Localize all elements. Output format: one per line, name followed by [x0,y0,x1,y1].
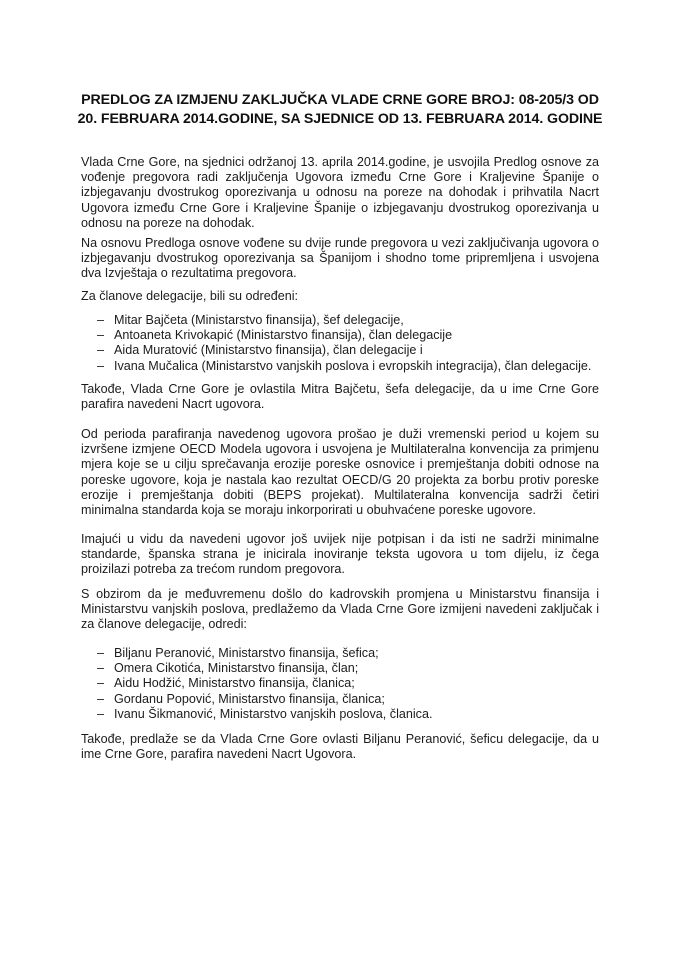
dash-bullet-icon: – [97,358,105,373]
list-item: – Ivanu Šikmanović, Ministarstvo vanjskih poslova, članica. [97,706,433,721]
paragraph-minimum-standards: Imajući u vidu da navedeni ugovor još uvijek nije potpisan i da isti ne sadrži minimalne standarde, španska strana je inicirala inoviranje teksta ugovora u tom dijelu, iz čega proizilazi potreba za trećom rundom pregovora. [81,532,599,577]
list-item: – Mitar Bajčeta (Ministarstvo finansija), šef delegacije, [97,313,404,327]
dash-bullet-icon: – [97,646,105,660]
dash-bullet-icon: – [97,328,105,343]
document-title [70,91,610,129]
paragraph-personnel-changes: S obzirom da je međuvremenu došlo do kadrovskih promjena u Ministarstvu finansija i Ministarstvu vanjskih poslova, predlažemo da Vlada Crne Gore izmijeni navedeni zaključak i za članove delegacije, odredi: [81,587,599,632]
dash-bullet-icon: – [97,676,105,691]
dash-bullet-icon: – [97,661,105,676]
paragraph-new-authorization: Takođe, predlaže se da Vlada Crne Gore ovlasti Biljanu Peranović, šeficu delegacije, da u ime Crne Gore, parafira navedeni Nacrt Ugovora. [81,732,599,762]
list-item: – Antoaneta Krivokapić (Ministarstvo finansija), član delegacije [97,328,453,343]
former-delegation-list [81,313,599,374]
title-line-1: PREDLOG ZA IZMJENU ZAKLJUČKA VLADE CRNE GORE BROJ: 08-205/3 OD [81,92,599,108]
list-item: – Omera Cikotića, Ministarstvo finansija, član; [97,661,359,676]
proposed-delegation-list [81,646,599,722]
title-line-2: 20. FEBRUARA 2014.GODINE, SA SJEDNICE OD 13. FEBRUARA 2014. GODINE [77,111,603,127]
paragraph-negotiation-rounds: Na osnovu Predloga osnove vođene su dvije runde pregovora u vezi zaključivanja ugovora o izbjegavanju dvostrukog oporezivanja sa Španijom i shodno tome pripremljena i usvojena dva Izvještaja o rezultatima pregovora. [81,236,599,281]
dash-bullet-icon: – [97,706,105,721]
paragraph-intro: Vlada Crne Gore, na sjednici održanoj 13. aprila 2014.godine, je usvojila Predlog osnove za vođenje pregovora radi zaključenja Ugovora između Crne Gore i Kraljevine Španije o izbjegavanju dvostrukog oporezivanja u odnosu na poreze na dohodak i prihvatila Nacrt Ugovora između Crne Gore i Kraljevine Španije o izbjegavanju dvostrukog oporezivanja u odnosu na poreze na dohodak. [81,155,599,230]
list-item: – Biljanu Peranović, Ministarstvo finansija, šefica; [97,646,379,660]
list-item: – Aidu Hodžić, Ministarstvo finansija, članica; [97,676,355,691]
list-item: – Ivana Mučalica (Ministarstvo vanjskih poslova i evropskih integracija), član delegacije. [97,358,592,373]
paragraph-oecd-changes: Od perioda parafiranja navedenog ugovora prošao je duži vremenski period u kojem su izvršene izmjene OECD Modela ugovora i usvojena je Multilateralna konvencija za primjenu mjera koje se u cilju sprečavanja erozije poreske osnovice i premještanja dobiti odnose na poreske ugovore, koja je nastala kao rezultat OECD/G 20 projekta za borbu protiv poreske erozije i premještanja dobiti (BEPS projekat). Multilateralna konvencija sadrži četiri minimalna standarda koja se moraju inkorporirati u obuhvaćene poreske ugovore. [81,427,599,518]
paragraph-authorization: Takođe, Vlada Crne Gore je ovlastila Mitra Bajčetu, šefa delegacije, da u ime Crne Gore parafira navedeni Nacrt ugovora. [81,382,599,412]
dash-bullet-icon: – [97,691,105,706]
list-item: – Gordanu Popović, Ministarstvo finansija, članica; [97,691,385,706]
list-item: – Aida Muratović (Ministarstvo finansija), član delegacije i [97,343,423,358]
dash-bullet-icon: – [97,343,105,358]
paragraph-delegation-heading: Za članove delegacije, bili su određeni: [81,289,299,303]
dash-bullet-icon: – [97,313,105,327]
